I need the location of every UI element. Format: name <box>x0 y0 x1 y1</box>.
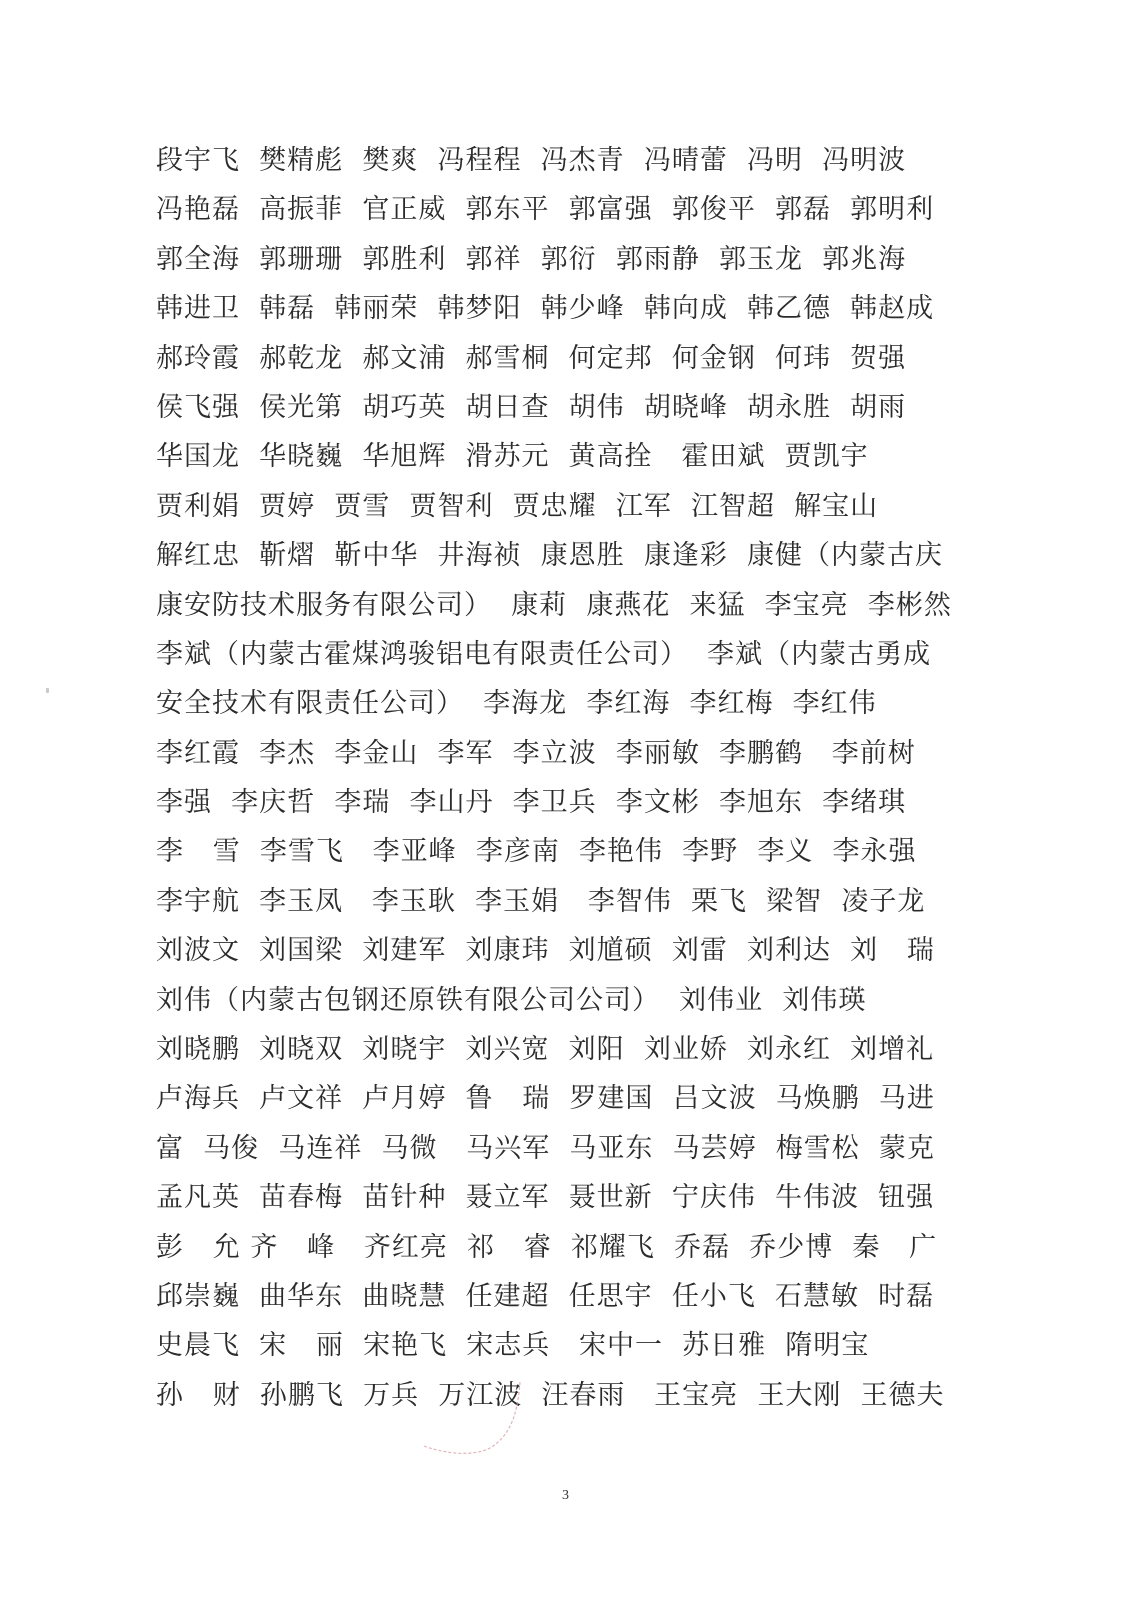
name-line: 卢海兵 卢文祥 卢月婷 鲁 瑞 罗建国 吕文波 马焕鹏 马进 <box>156 1083 935 1115</box>
name-line: 邱崇巍 曲华东 曲晓慧 任建超 任思宇 任小飞 石慧敏 时磊 <box>156 1280 935 1312</box>
name-line: 郝玲霞 郝乾龙 郝文浦 郝雪桐 何定邦 何金钢 何玮 贺强 <box>156 342 907 374</box>
name-line: 李 雪 李雪飞 李亚峰 李彦南 李艳伟 李野 李义 李永强 <box>156 836 917 868</box>
name-line: 郭全海 郭珊珊 郭胜利 郭祥 郭衍 郭雨静 郭玉龙 郭兆海 <box>156 243 907 275</box>
name-line: 段宇飞 樊精彪 樊爽 冯程程 冯杰青 冯晴蕾 冯明 冯明波 <box>156 145 907 176</box>
name-line: 冯艳磊 高振菲 官正威 郭东平 郭富强 郭俊平 郭磊 郭明利 <box>156 194 935 226</box>
name-line: 刘波文 刘国梁 刘建军 刘康玮 刘馗硕 刘雷 刘利达 刘 瑞 <box>156 935 935 967</box>
name-line: 康安防技术服务有限公司） 康莉 康燕花 来猛 李宝亮 李彬然 <box>156 589 952 621</box>
scan-speck <box>46 688 49 693</box>
name-line: 李宇航 李玉凤 李玉耿 李玉娟 李智伟 栗飞 梁智 凌子龙 <box>156 885 926 917</box>
name-line: 史晨飞 宋 丽 宋艳飞 宋志兵 宋中一 苏日雅 隋明宝 <box>156 1330 870 1362</box>
name-line: 孙 财 孙鹏飞 万兵 万江波 汪春雨 王宝亮 王大刚 王德夫 <box>156 1379 945 1411</box>
name-line: 韩进卫 韩磊 韩丽荣 韩梦阳 韩少峰 韩向成 韩乙德 韩赵成 <box>156 293 935 325</box>
name-line: 刘晓鹏 刘晓双 刘晓宇 刘兴宽 刘阳 刘业娇 刘永红 刘增礼 <box>156 1034 935 1066</box>
name-line: 华国龙 华晓巍 华旭辉 滑苏元 黄高拴 霍田斌 贾凯宇 <box>156 441 869 473</box>
name-line: 李红霞 李杰 李金山 李军 李立波 李丽敏 李鹏鹤 李前树 <box>156 737 916 769</box>
name-line: 富 马俊 马连祥 马微 马兴军 马亚东 马芸婷 梅雪松 蒙克 <box>156 1132 935 1164</box>
name-line: 解红忠 靳熠 靳中华 井海祯 康恩胜 康逢彩 康健（内蒙古庆 <box>156 540 943 572</box>
name-line: 彭 允 齐 峰 齐红亮 祁 睿 祁耀飞 乔磊 乔少博 秦 广 <box>156 1231 938 1263</box>
name-list <box>156 136 986 1420</box>
name-line: 李强 李庆哲 李瑞 李山丹 李卫兵 李文彬 李旭东 李绪琪 <box>156 787 907 819</box>
name-line: 侯飞强 侯光第 胡巧英 胡日查 胡伟 胡晓峰 胡永胜 胡雨 <box>156 391 907 423</box>
name-line: 刘伟（内蒙古包钢还原铁有限公司公司） 刘伟业 刘伟瑛 <box>156 984 867 1016</box>
name-line: 贾利娟 贾婷 贾雪 贾智利 贾忠耀 江军 江智超 解宝山 <box>156 490 879 522</box>
name-line: 安全技术有限责任公司） 李海龙 李红海 李红梅 李红伟 <box>156 688 877 720</box>
page-number: 3 <box>562 1488 569 1503</box>
name-line: 孟凡英 苗春梅 苗针种 聂立军 聂世新 宁庆伟 牛伟波 钮强 <box>156 1182 935 1214</box>
name-line: 李斌（内蒙古霍煤鸿骏铝电有限责任公司） 李斌（内蒙古勇成 <box>156 638 932 670</box>
